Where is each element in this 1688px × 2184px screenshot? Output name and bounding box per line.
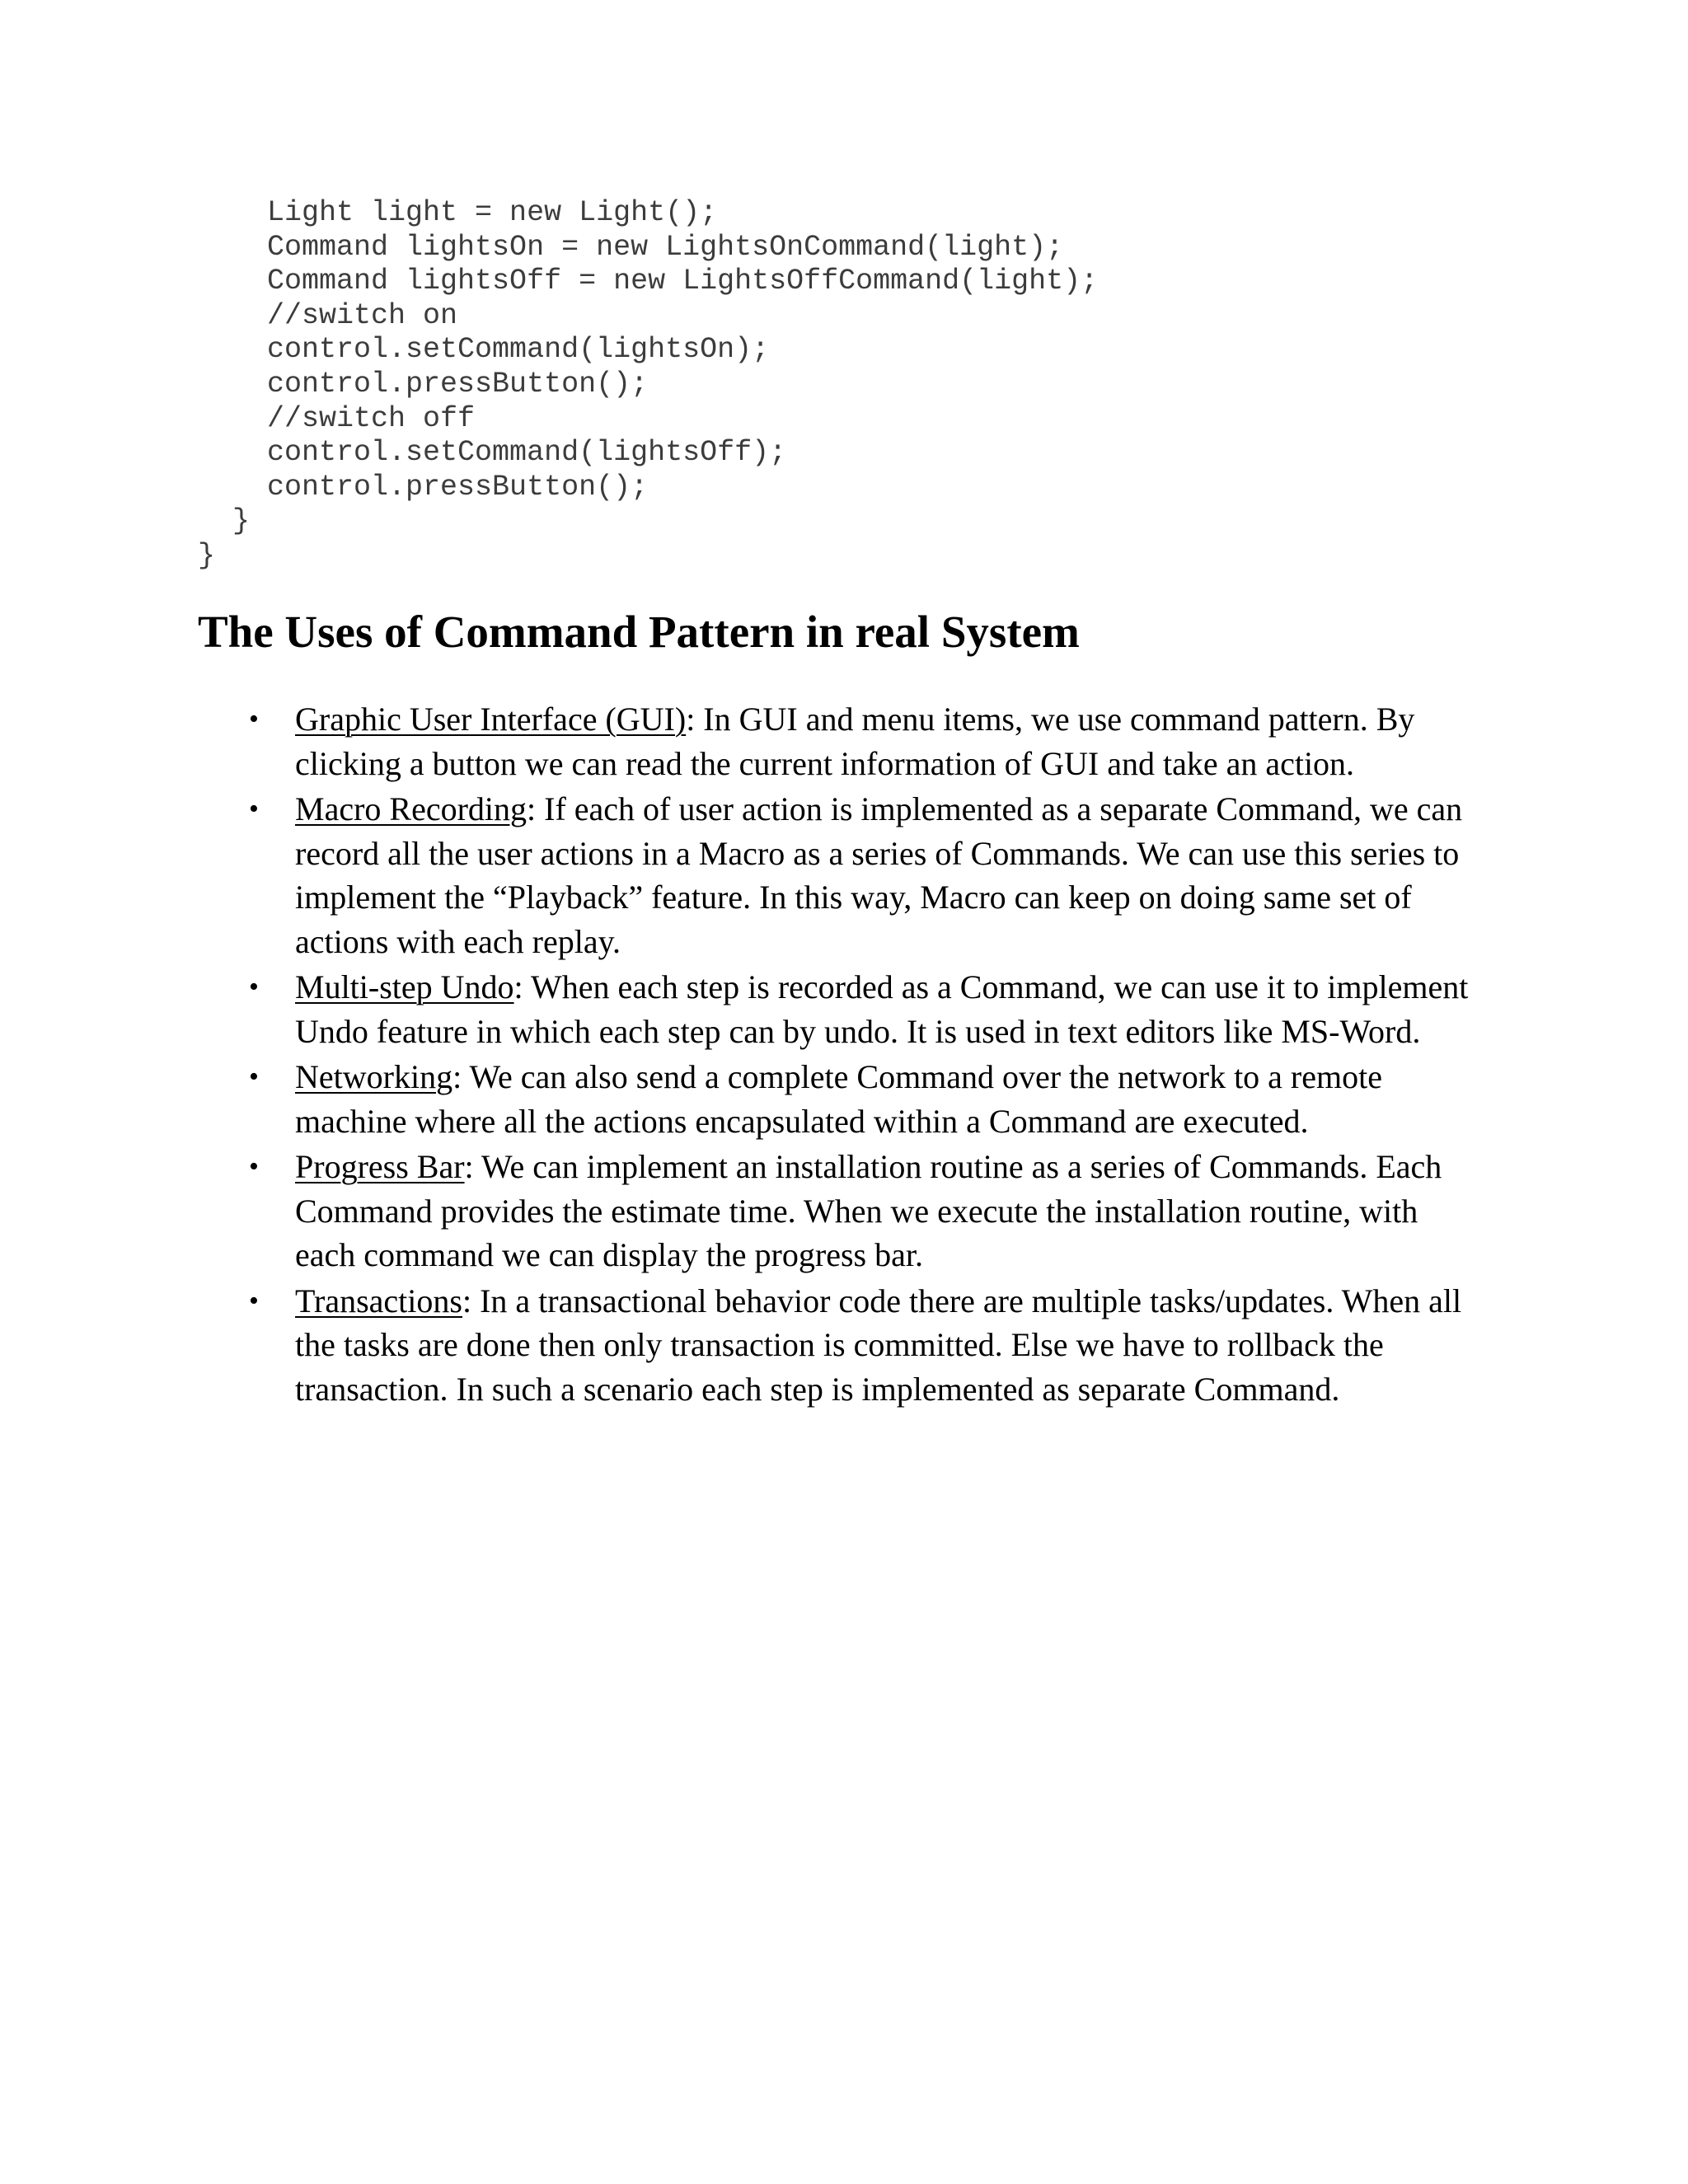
code-line: //switch on	[198, 298, 458, 332]
description-transactions: : In a transactional behavior code there are multiple tasks/updates. When all the tasks are done then only transaction is committed. Else we have to rollback the transaction. In such a scenario each step is implemented as separate Command.	[295, 1282, 1462, 1408]
bullet-icon: •	[249, 704, 259, 734]
term-multi-step-undo: Multi-step Undo	[295, 968, 514, 1005]
bullet-icon: •	[249, 1062, 259, 1092]
code-line: Command lightsOff = new LightsOffCommand(light);	[198, 265, 1099, 298]
term-gui: Graphic User Interface (GUI)	[295, 701, 687, 738]
section-heading: The Uses of Command Pattern in real System	[198, 607, 1080, 657]
uses-list	[0, 697, 1688, 1413]
bullet-icon: •	[249, 972, 259, 1002]
code-snippet	[198, 196, 1098, 574]
code-line: //switch off	[198, 401, 476, 435]
list-item-transactions	[0, 1279, 1482, 1412]
list-item-networking	[0, 1055, 1482, 1143]
description-progress-bar: : We can implement an installation routine as a series of Commands. Each Command provides the estimate time. When we execute the installation routine, with each command we can display the progress bar.	[295, 1148, 1442, 1273]
bullet-icon: •	[249, 794, 259, 824]
code-line: control.setCommand(lightsOff);	[198, 436, 787, 470]
code-line: Light light = new Light();	[198, 196, 718, 229]
description-multi-step-undo: : When each step is recorded as a Command, we can use it to implement Undo feature in which each step can by undo. It is used in text editors like MS-Word.	[295, 968, 1469, 1050]
code-line: control.setCommand(lightsOn);	[198, 333, 770, 367]
code-line: control.pressButton();	[198, 367, 649, 401]
code-line: }	[198, 504, 251, 538]
term-networking: Networking	[295, 1058, 453, 1095]
code-line: control.pressButton();	[198, 470, 649, 504]
list-item-multi-step-undo	[0, 965, 1482, 1053]
code-line: Command lightsOn = new LightsOnCommand(light);	[198, 230, 1064, 264]
description-macro-recording: : If each of user action is implemented as a separate Command, we can record all the user actions in a Macro as a series of Commands. We can use this series to implement the “Playback” feature. In this way, Macro can keep on doing same set of actions with each replay.	[295, 790, 1463, 960]
code-line: }	[198, 538, 216, 572]
term-progress-bar: Progress Bar	[295, 1148, 465, 1185]
term-transactions: Transactions	[295, 1282, 462, 1319]
list-item-gui	[0, 697, 1482, 785]
list-item-progress-bar	[0, 1145, 1482, 1277]
term-macro-recording: Macro Recording	[295, 790, 528, 827]
bullet-icon: •	[249, 1151, 259, 1182]
bullet-icon: •	[249, 1285, 259, 1316]
description-networking: : We can also send a complete Command over the network to a remote machine where all the actions encapsulated within a Command are executed.	[295, 1058, 1382, 1140]
description-gui: : In GUI and menu items, we use command pattern. By clicking a button we can read the current information of GUI and take an action.	[295, 701, 1415, 782]
list-item-macro-recording	[0, 787, 1482, 963]
